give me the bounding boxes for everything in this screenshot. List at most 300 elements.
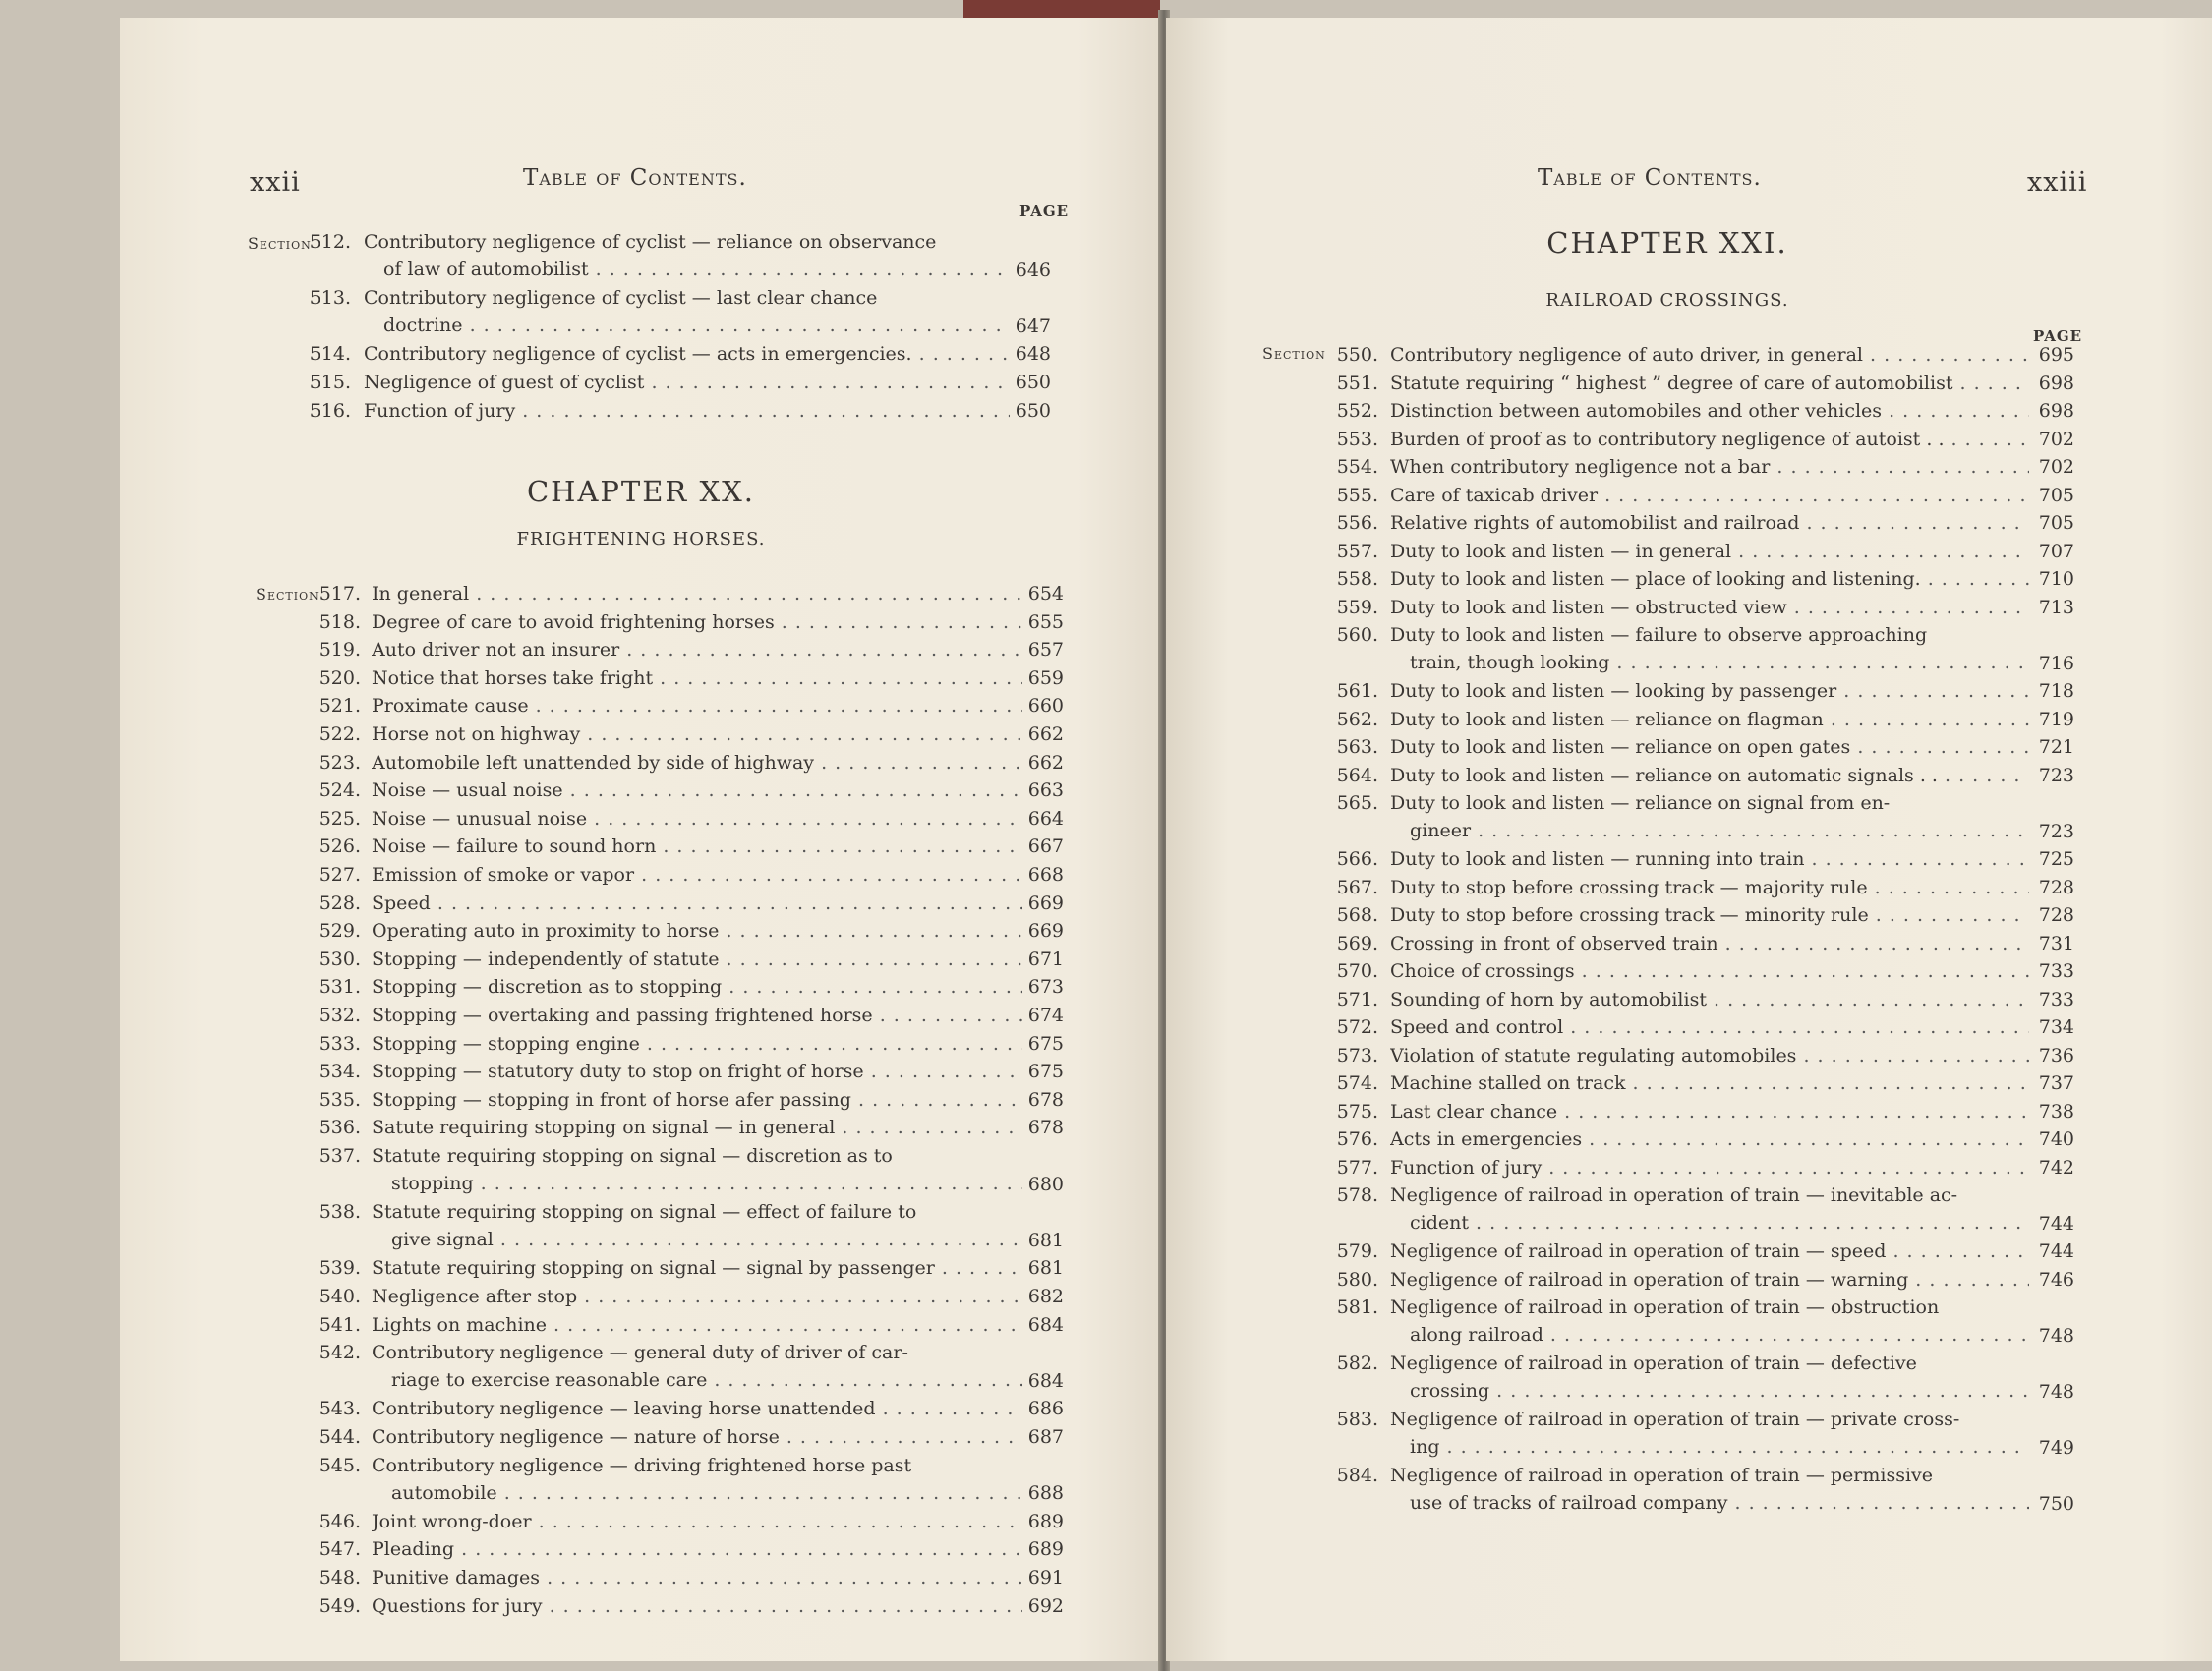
page-number: 675 bbox=[1027, 1061, 1064, 1083]
entry-title bbox=[1390, 1154, 2029, 1181]
entry-title-line: Negligence of railroad in operation of train — inevitable ac- bbox=[1390, 1184, 1958, 1206]
page-number: 731 bbox=[2038, 932, 2074, 954]
section-number: 574. bbox=[1336, 1072, 1378, 1094]
section-number: 572. bbox=[1336, 1016, 1378, 1038]
entry-title bbox=[372, 805, 1022, 833]
section-number: 569. bbox=[1336, 932, 1378, 954]
section-number: 551. bbox=[1336, 372, 1378, 394]
entry-title bbox=[1390, 509, 2029, 537]
page-number: 654 bbox=[1027, 583, 1064, 605]
entry-title bbox=[1390, 1013, 2029, 1041]
page-number: 725 bbox=[2038, 848, 2074, 870]
entry-title bbox=[372, 664, 1022, 692]
right-running-header: Table of Contents. bbox=[1538, 165, 1762, 191]
entry-title-line: Negligence of railroad in operation of train — warning . . . bbox=[1390, 1266, 2029, 1294]
entry-title bbox=[364, 228, 1010, 283]
left-page-label: PAGE bbox=[1019, 202, 1070, 220]
entry-title-line: Notice that horses take fright . . . bbox=[372, 664, 1022, 692]
section-number: 532. bbox=[319, 1005, 361, 1026]
entry-title bbox=[1390, 901, 2029, 929]
entry-title-line: Duty to look and listen — running into train . . . bbox=[1390, 845, 2029, 873]
entry-title-line: Relative rights of automobilist and railroad . . . bbox=[1390, 509, 2029, 537]
book-cover-edge bbox=[963, 0, 1160, 20]
page-number: 746 bbox=[2038, 1268, 2074, 1291]
section-number: 522. bbox=[319, 723, 361, 745]
page-number: 668 bbox=[1027, 864, 1064, 886]
section-number: 512. bbox=[309, 231, 351, 253]
entry-title bbox=[1390, 733, 2029, 761]
entry-title-line: Emission of smoke or vapor . . . bbox=[372, 861, 1022, 889]
left-section-label-1: Section bbox=[248, 234, 312, 253]
page-number: 662 bbox=[1027, 751, 1064, 774]
section-number: 534. bbox=[319, 1061, 361, 1083]
entry-title bbox=[372, 1339, 1022, 1394]
page-number: 663 bbox=[1027, 779, 1064, 802]
entry-title bbox=[372, 749, 1022, 777]
entry-title-line: Negligence of railroad in operation of train — defective bbox=[1390, 1353, 1917, 1374]
left-section-label-2: Section bbox=[256, 585, 320, 604]
section-number: 583. bbox=[1336, 1409, 1378, 1430]
entry-title bbox=[1390, 621, 2029, 676]
page-number: 705 bbox=[2038, 512, 2074, 534]
page-number: 723 bbox=[2038, 820, 2074, 842]
section-number: 541. bbox=[319, 1313, 361, 1336]
page-number: 686 bbox=[1027, 1398, 1064, 1420]
entry-title bbox=[372, 1142, 1022, 1197]
entry-title-line: Function of jury . . . bbox=[1390, 1154, 2029, 1181]
section-number: 540. bbox=[319, 1286, 361, 1307]
entry-title bbox=[372, 1311, 1022, 1339]
entry-title bbox=[372, 1002, 1022, 1029]
entry-title-line: Contributory negligence — driving frightened horse past bbox=[372, 1454, 912, 1476]
right-page bbox=[1166, 18, 2212, 1661]
page-number: 728 bbox=[2038, 876, 2074, 898]
entry-title bbox=[372, 608, 1022, 636]
page-number: 734 bbox=[2038, 1016, 2074, 1038]
section-number: 564. bbox=[1336, 764, 1378, 786]
entry-title-line: Lights on machine . . . bbox=[372, 1311, 1022, 1339]
entry-title-line: Statute requiring stopping on signal — effect of failure to bbox=[372, 1201, 917, 1224]
section-number: 530. bbox=[319, 948, 361, 970]
entry-title bbox=[1390, 594, 2029, 621]
page-number: 669 bbox=[1027, 892, 1064, 914]
entry-title-line: Contributory negligence of cyclist — last clear chance bbox=[364, 287, 878, 310]
section-number: 518. bbox=[319, 610, 361, 633]
entry-title-line: Duty to stop before crossing track — minority rule . . . bbox=[1390, 901, 2029, 929]
entry-title bbox=[1390, 1069, 2029, 1097]
section-number: 580. bbox=[1336, 1268, 1378, 1291]
left-page bbox=[120, 18, 1162, 1661]
entry-title bbox=[1390, 1098, 2029, 1125]
section-number: 581. bbox=[1336, 1296, 1378, 1318]
entry-title-line: Operating auto in proximity to horse . . . bbox=[372, 917, 1022, 945]
section-number: 543. bbox=[319, 1398, 361, 1420]
entry-title bbox=[1390, 1350, 2029, 1405]
entry-title bbox=[372, 1114, 1022, 1141]
entry-title bbox=[1390, 957, 2029, 985]
left-chapter-title: FRIGHTENING HORSES. bbox=[516, 529, 766, 549]
entry-title bbox=[1390, 565, 2029, 593]
entry-title bbox=[372, 973, 1022, 1001]
entry-title-line: In general . . . bbox=[372, 580, 1022, 607]
entry-title bbox=[1390, 1266, 2029, 1294]
page-number: 681 bbox=[1027, 1257, 1064, 1280]
section-number: 521. bbox=[319, 695, 361, 718]
entry-title-line: Negligence of railroad in operation of train — permissive bbox=[1390, 1465, 1934, 1486]
section-number: 557. bbox=[1336, 540, 1378, 562]
entry-title bbox=[1390, 426, 2029, 453]
section-number: 560. bbox=[1336, 624, 1378, 646]
entry-title-line: Function of jury . . . bbox=[364, 397, 1010, 425]
entry-title-line: Negligence of railroad in operation of train — speed . . . bbox=[1390, 1238, 2029, 1265]
entry-title bbox=[372, 1452, 1022, 1507]
entry-title bbox=[1390, 1294, 2029, 1349]
entry-title bbox=[372, 1030, 1022, 1058]
page-number: 692 bbox=[1027, 1594, 1064, 1617]
section-number: 561. bbox=[1336, 680, 1378, 702]
section-number: 575. bbox=[1336, 1100, 1378, 1123]
entry-title-line: crossing . . . bbox=[1390, 1377, 2029, 1405]
entry-title-line: Sounding of horn by automobilist . . . bbox=[1390, 986, 2029, 1013]
entry-title-line: Stopping — stopping engine . . . bbox=[372, 1030, 1022, 1058]
entry-title-line: Violation of statute regulating automobiles . . . bbox=[1390, 1042, 2029, 1069]
page-number: 648 bbox=[1015, 343, 1051, 366]
entry-title bbox=[372, 1283, 1022, 1310]
page-number: 716 bbox=[2038, 652, 2074, 674]
page-number: 740 bbox=[2038, 1128, 2074, 1150]
entry-title bbox=[364, 397, 1010, 425]
entry-title-line: give signal . . . bbox=[372, 1226, 1022, 1253]
section-number: 538. bbox=[319, 1201, 361, 1224]
page-number: 688 bbox=[1027, 1482, 1064, 1505]
entry-title bbox=[1390, 1238, 2029, 1265]
entry-title bbox=[372, 1508, 1022, 1535]
entry-title bbox=[1390, 845, 2029, 873]
entry-title bbox=[372, 580, 1022, 607]
entry-title-line: Stopping — statutory duty to stop on fright of horse . . . bbox=[372, 1058, 1022, 1085]
section-number: 552. bbox=[1336, 400, 1378, 422]
page-number: 669 bbox=[1027, 920, 1064, 943]
page-number: 710 bbox=[2038, 568, 2074, 590]
page-number: 748 bbox=[2038, 1380, 2074, 1403]
entry-title-line: cident . . . bbox=[1390, 1209, 2029, 1237]
entry-title bbox=[372, 777, 1022, 804]
page-number: 655 bbox=[1027, 610, 1064, 633]
entry-title-line: Care of taxicab driver . . . bbox=[1390, 482, 2029, 509]
page-number: 673 bbox=[1027, 976, 1064, 999]
page-number: 695 bbox=[2038, 344, 2074, 366]
entry-title-line: Machine stalled on track . . . bbox=[1390, 1069, 2029, 1097]
page-number: 698 bbox=[2038, 400, 2074, 422]
entry-title-line: Satute requiring stopping on signal — in general . . . bbox=[372, 1114, 1022, 1141]
entry-title bbox=[372, 1086, 1022, 1114]
entry-title-line: Negligence of railroad in operation of train — private cross- bbox=[1390, 1409, 1960, 1430]
page-number: 749 bbox=[2038, 1436, 2074, 1459]
entry-title-line: Stopping — stopping in front of horse afer passing . . . bbox=[372, 1086, 1022, 1114]
right-chapter-title: RAILROAD CROSSINGS. bbox=[1545, 290, 1789, 311]
page-number: 687 bbox=[1027, 1426, 1064, 1448]
entry-title-line: Crossing in front of observed train . . . bbox=[1390, 930, 2029, 957]
entry-title bbox=[372, 1395, 1022, 1422]
entry-title-line: Negligence of railroad in operation of train — obstruction bbox=[1390, 1296, 1940, 1318]
entry-title-line: stopping . . . bbox=[372, 1170, 1022, 1197]
entry-title bbox=[1390, 370, 2029, 397]
page-number: 647 bbox=[1015, 315, 1051, 337]
entry-title bbox=[364, 284, 1010, 339]
entry-title bbox=[364, 369, 1010, 396]
entry-title-line: Contributory negligence — nature of horse . . . bbox=[372, 1423, 1022, 1451]
entry-title-line: along railroad . . . bbox=[1390, 1321, 2029, 1349]
entry-title bbox=[1390, 1462, 2029, 1517]
section-number: 548. bbox=[319, 1567, 361, 1588]
section-number: 563. bbox=[1336, 736, 1378, 758]
page-number: 675 bbox=[1027, 1032, 1064, 1055]
section-number: 555. bbox=[1336, 484, 1378, 506]
page-number: 667 bbox=[1027, 836, 1064, 858]
section-number: 519. bbox=[319, 639, 361, 662]
section-number: 514. bbox=[309, 343, 351, 366]
entry-title bbox=[1390, 1406, 2029, 1461]
page-number: 662 bbox=[1027, 723, 1064, 745]
entry-title-line: Pleading . . . bbox=[372, 1535, 1022, 1563]
section-number: 573. bbox=[1336, 1044, 1378, 1066]
entry-title bbox=[1390, 789, 2029, 844]
entry-title-line: Joint wrong-doer . . . bbox=[372, 1508, 1022, 1535]
section-number: 545. bbox=[319, 1454, 361, 1476]
page-number: 664 bbox=[1027, 807, 1064, 830]
entry-title-line: Duty to look and listen — failure to observe approaching bbox=[1390, 624, 1928, 646]
entry-title-line: Duty to look and listen — looking by passenger . . . bbox=[1390, 677, 2029, 705]
page-number: 748 bbox=[2038, 1324, 2074, 1347]
entry-title bbox=[372, 833, 1022, 860]
entry-title-line: Speed . . . bbox=[372, 890, 1022, 917]
section-number: 579. bbox=[1336, 1240, 1378, 1262]
entry-title-line: Burden of proof as to contributory negligence of autoist . . . . . bbox=[1390, 426, 2029, 453]
entry-title-line: Contributory negligence of cyclist — reliance on observance bbox=[364, 231, 937, 253]
section-number: 535. bbox=[319, 1088, 361, 1111]
page-number: 689 bbox=[1027, 1510, 1064, 1532]
left-folio: xxii bbox=[250, 167, 301, 198]
page-number: 728 bbox=[2038, 904, 2074, 926]
entry-title bbox=[1390, 677, 2029, 705]
entry-title bbox=[372, 890, 1022, 917]
entry-title-line: Duty to look and listen — reliance on open gates . . . bbox=[1390, 733, 2029, 761]
entry-title bbox=[1390, 1125, 2029, 1153]
entry-title-line: Duty to look and listen — reliance on automatic signals . . . . . bbox=[1390, 762, 2029, 789]
section-number: 562. bbox=[1336, 708, 1378, 730]
entry-title bbox=[1390, 538, 2029, 565]
entry-title-line: Noise — failure to sound horn . . . bbox=[372, 833, 1022, 860]
entry-title-line: Contributory negligence of auto driver, in general . . . bbox=[1390, 341, 2029, 369]
entry-title-line: Contributory negligence — leaving horse unattended . . . bbox=[372, 1395, 1022, 1422]
left-chapter-heading: CHAPTER XX. bbox=[526, 475, 755, 508]
page-number: 650 bbox=[1015, 372, 1051, 393]
section-number: 529. bbox=[319, 920, 361, 943]
section-number: 571. bbox=[1336, 988, 1378, 1010]
section-number: 527. bbox=[319, 864, 361, 886]
section-number: 576. bbox=[1336, 1128, 1378, 1150]
section-number: 516. bbox=[309, 399, 351, 422]
section-number: 526. bbox=[319, 836, 361, 858]
page-number: 682 bbox=[1027, 1286, 1064, 1307]
section-number: 577. bbox=[1336, 1156, 1378, 1179]
section-number: 531. bbox=[319, 976, 361, 999]
entry-title-line: automobile . . . bbox=[372, 1479, 1022, 1507]
page-number: 684 bbox=[1027, 1313, 1064, 1336]
entry-title-line: Stopping — discretion as to stopping . . . bbox=[372, 973, 1022, 1001]
page-number: 742 bbox=[2038, 1156, 2074, 1179]
entry-title bbox=[372, 1564, 1022, 1591]
entry-title-line: Statute requiring stopping on signal — discretion as to bbox=[372, 1145, 893, 1167]
page-number: 684 bbox=[1027, 1369, 1064, 1392]
entry-title bbox=[372, 1198, 1022, 1253]
entry-title bbox=[1390, 453, 2029, 481]
entry-title bbox=[372, 1535, 1022, 1563]
page-number: 671 bbox=[1027, 948, 1064, 970]
entry-title bbox=[1390, 397, 2029, 425]
entry-title-line: Degree of care to avoid frightening horses . . . bbox=[372, 608, 1022, 636]
section-number: 570. bbox=[1336, 960, 1378, 982]
entry-title bbox=[364, 340, 1010, 368]
entry-title bbox=[372, 692, 1022, 720]
entry-title bbox=[372, 917, 1022, 945]
right-section-label: Section bbox=[1262, 344, 1326, 363]
section-number: 523. bbox=[319, 751, 361, 774]
entry-title bbox=[1390, 706, 2029, 733]
entry-title bbox=[372, 720, 1022, 748]
right-folio: xxiii bbox=[2027, 167, 2088, 198]
page-number: 689 bbox=[1027, 1538, 1064, 1561]
page-number: 674 bbox=[1027, 1005, 1064, 1026]
page-number: 737 bbox=[2038, 1072, 2074, 1094]
entry-title-line: Stopping — independently of statute . . . bbox=[372, 946, 1022, 973]
page-number: 702 bbox=[2038, 456, 2074, 478]
page-number: 678 bbox=[1027, 1117, 1064, 1139]
page-number: 744 bbox=[2038, 1240, 2074, 1262]
entry-title-line: Duty to look and listen — obstructed view . . . bbox=[1390, 594, 2029, 621]
page-number: 713 bbox=[2038, 596, 2074, 618]
right-page-label: PAGE bbox=[2033, 327, 2083, 345]
section-number: 546. bbox=[319, 1510, 361, 1532]
entry-title-line: Noise — usual noise . . . bbox=[372, 777, 1022, 804]
section-number: 556. bbox=[1336, 512, 1378, 534]
entry-title bbox=[372, 1423, 1022, 1451]
entry-title-line: Contributory negligence — general duty of driver of car- bbox=[372, 1342, 908, 1364]
entry-title-line: Acts in emergencies . . . bbox=[1390, 1125, 2029, 1153]
page-number: 718 bbox=[2038, 680, 2074, 702]
entry-title-line: Duty to look and listen — place of looking and listening. . . . bbox=[1390, 565, 2029, 593]
section-number: 539. bbox=[319, 1257, 361, 1280]
section-number: 558. bbox=[1336, 568, 1378, 590]
entry-title-line: Proximate cause . . . bbox=[372, 692, 1022, 720]
section-number: 524. bbox=[319, 779, 361, 802]
page-number: 681 bbox=[1027, 1229, 1064, 1251]
entry-title bbox=[1390, 341, 2029, 369]
page-number: 660 bbox=[1027, 695, 1064, 718]
section-number: 584. bbox=[1336, 1465, 1378, 1486]
right-chapter-heading: CHAPTER XXI. bbox=[1546, 226, 1788, 259]
page-number: 702 bbox=[2038, 428, 2074, 450]
section-number: 537. bbox=[319, 1145, 361, 1167]
section-number: 536. bbox=[319, 1117, 361, 1139]
entry-title-line: Negligence after stop . . . bbox=[372, 1283, 1022, 1310]
entry-title-line: Auto driver not an insurer . . . bbox=[372, 636, 1022, 663]
entry-title-line: gineer . . . bbox=[1390, 817, 2029, 844]
entry-title-line: Distinction between automobiles and other vehicles . . . bbox=[1390, 397, 2029, 425]
page-number: 691 bbox=[1027, 1567, 1064, 1588]
entry-title-line: Punitive damages . . . bbox=[372, 1564, 1022, 1591]
entry-title bbox=[1390, 762, 2029, 789]
entry-title bbox=[372, 1058, 1022, 1085]
page-number: 738 bbox=[2038, 1100, 2074, 1123]
entry-title-line: When contributory negligence not a bar . . . bbox=[1390, 453, 2029, 481]
entry-title-line: Statute requiring “ highest ” degree of care of automobilist . . . bbox=[1390, 370, 2029, 397]
entry-title bbox=[372, 861, 1022, 889]
section-number: 553. bbox=[1336, 428, 1378, 450]
section-number: 517. bbox=[319, 583, 361, 605]
section-number: 547. bbox=[319, 1538, 361, 1561]
section-number: 582. bbox=[1336, 1353, 1378, 1374]
entry-title-line: ing . . . bbox=[1390, 1433, 2029, 1461]
page-number: 646 bbox=[1015, 259, 1051, 281]
section-number: 542. bbox=[319, 1342, 361, 1364]
section-number: 533. bbox=[319, 1032, 361, 1055]
page-number: 744 bbox=[2038, 1212, 2074, 1235]
entry-title bbox=[372, 1254, 1022, 1282]
section-number: 550. bbox=[1336, 344, 1378, 366]
entry-title-line: Choice of crossings . . . bbox=[1390, 957, 2029, 985]
entry-title-line: Duty to look and listen — reliance on signal from en- bbox=[1390, 792, 1891, 814]
entry-title-line: Automobile left unattended by side of highway . . . bbox=[372, 749, 1022, 777]
section-number: 515. bbox=[309, 372, 351, 393]
section-number: 578. bbox=[1336, 1184, 1378, 1206]
entry-title-line: Stopping — overtaking and passing frightened horse . . . bbox=[372, 1002, 1022, 1029]
section-number: 513. bbox=[309, 287, 351, 310]
section-number: 554. bbox=[1336, 456, 1378, 478]
entry-title bbox=[1390, 482, 2029, 509]
section-number: 520. bbox=[319, 666, 361, 689]
left-running-header: Table of Contents. bbox=[523, 165, 747, 191]
entry-title-line: Statute requiring stopping on signal — signal by passenger . . . bbox=[372, 1254, 1022, 1282]
section-number: 567. bbox=[1336, 876, 1378, 898]
entry-title-line: Negligence of guest of cyclist . . . bbox=[364, 369, 1010, 396]
entry-title-line: doctrine . . . bbox=[364, 312, 1010, 339]
section-number: 528. bbox=[319, 892, 361, 914]
entry-title-line: Duty to stop before crossing track — majority rule . . . bbox=[1390, 874, 2029, 901]
page-number: 736 bbox=[2038, 1044, 2074, 1066]
entry-title bbox=[1390, 1181, 2029, 1237]
section-number: 525. bbox=[319, 807, 361, 830]
entry-title bbox=[1390, 930, 2029, 957]
entry-title bbox=[1390, 874, 2029, 901]
entry-title bbox=[372, 946, 1022, 973]
entry-title-line: riage to exercise reasonable care . . . bbox=[372, 1366, 1022, 1394]
page-number: 723 bbox=[2038, 764, 2074, 786]
page-number: 750 bbox=[2038, 1492, 2074, 1515]
page-number: 657 bbox=[1027, 639, 1064, 662]
entry-title-line: use of tracks of railroad company . . . bbox=[1390, 1489, 2029, 1517]
page-number: 707 bbox=[2038, 540, 2074, 562]
entry-title bbox=[372, 1592, 1022, 1620]
page-number: 721 bbox=[2038, 736, 2074, 758]
entry-title bbox=[1390, 986, 2029, 1013]
page-number: 659 bbox=[1027, 666, 1064, 689]
page-number: 678 bbox=[1027, 1088, 1064, 1111]
entry-title-line: Duty to look and listen — in general . . . bbox=[1390, 538, 2029, 565]
entry-title-line: Noise — unusual noise . . . bbox=[372, 805, 1022, 833]
section-number: 565. bbox=[1336, 792, 1378, 814]
entry-title-line: of law of automobilist . . . bbox=[364, 256, 1010, 283]
